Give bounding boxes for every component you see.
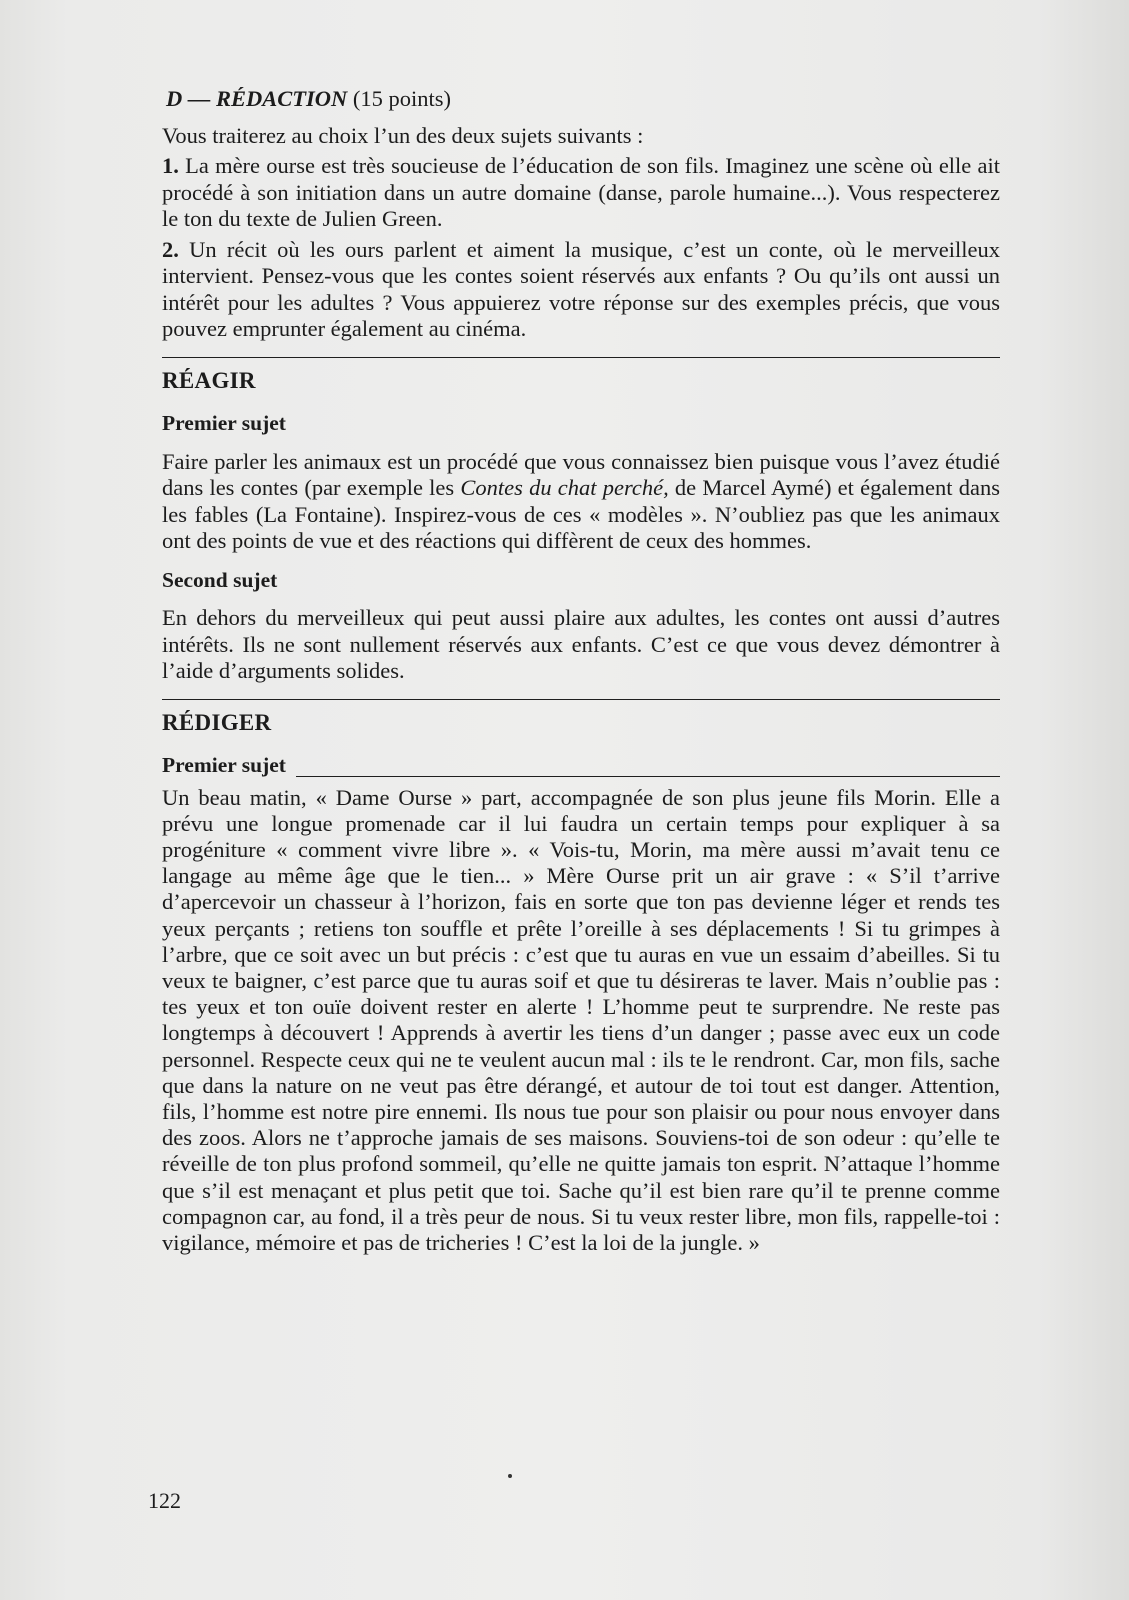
- section-letter: D: [166, 86, 183, 111]
- divider-rediger: [162, 699, 1000, 700]
- section-title-redaction: RÉDACTION: [216, 86, 348, 111]
- reagir-first-text-part-b: de Marcel Aymé) et également dans les fables (La Fontaine). Inspirez-vous de ces « modèles ». N’oubliez pas que les animaux ont des points de vue et des réactions qui diffèrent de ceux des hommes.: [162, 475, 1000, 553]
- section-heading: [166, 86, 1000, 113]
- subject-2: [162, 237, 1000, 343]
- reagir-first-subject-title: Premier sujet: [162, 411, 286, 435]
- reagir-title: RÉAGIR: [162, 367, 256, 393]
- page-content: [162, 86, 1000, 1256]
- reagir-first-text-book-title: Contes du chat perché,: [460, 475, 669, 500]
- rediger-first-subject-heading: [162, 752, 1000, 779]
- section-dash: —: [187, 86, 211, 111]
- print-speck: [508, 1474, 512, 1478]
- reagir-second-subject-text: En dehors du merveilleux qui peut aussi plaire aux adultes, les contes ont aussi d’autres intérêts. Ils ne sont nullement réservés aux enfants. C’est ce que vous devez démontrer à l’aide d’arguments solides.: [162, 605, 1000, 683]
- rediger-first-subject-title: Premier sujet: [162, 753, 286, 777]
- subject-1-number: 1.: [162, 153, 179, 178]
- page-number: 122: [148, 1488, 181, 1513]
- rediger-title: RÉDIGER: [162, 709, 272, 735]
- subject-1-text: La mère ourse est très soucieuse de l’éducation de son fils. Imaginez une scène où elle ait procédé à son initiation dans un autre domaine (danse, parole humaine...). Vous respecterez le ton du texte de Julien Green.: [162, 153, 1001, 231]
- rediger-story-text: Un beau matin, « Dame Ourse » part, accompagnée de son plus jeune fils Morin. Elle a prévu une longue promenade car il lui faudra un certain temps pour expliquer à sa progéniture « comment vivre libre ». « Vois-tu, Morin, ma mère aussi m’avait tenu ce langage au même âge que le tien... » Mère Ourse prit un air grave : « S’il t’arrive d’apercevoir un chasseur à l’horizon, fais en sorte que ton pas devienne léger et rends tes yeux perçants ; retiens ton souffle et prête l’oreille à ses déplacements ! Si tu grimpes à l’arbre, que ce soit avec un but précis : c’est que tu auras en vue un essaim d’abeilles. Si tu veux te baigner, c’est parce que tu auras soif et que tu désireras te laver. Mais n’oublie pas : tes yeux et ton ouïe doivent rester en alerte ! L’homme peut te surprendre. Ne reste pas longtemps à découvert ! Apprends à avertir les tiens d’un danger ; passe avec eux un code personnel. Respecte ceux qui ne te veulent aucun mal : ils te le rendront. Car, mon fils, sache que dans la nature on ne veut pas être dérangé, et autour de toi tout est danger. Attention, fils, l’homme est notre pire ennemi. Ils nous tue pour son plaisir ou pour nous envoyer dans des zoos. Alors ne t’approche jamais de ses maisons. Souviens-toi de son odeur : qu’elle te réveille de ton plus profond sommeil, qu’elle ne quitte jamais ton esprit. N’attaque l’homme que s’il est menaçant et plus petit que toi. Sache qu’il est bien rare qu’il te prenne comme compagnon car, au fond, il a très peur de nous. Si tu veux rester libre, mon fils, rappelle-toi : vigilance, mémoire et pas de tricheries ! C’est la loi de la jungle. »: [162, 784, 1000, 1255]
- section-points: (15 points): [352, 86, 452, 111]
- reagir-first-subject-text: [162, 449, 1000, 555]
- subject-2-text: Un récit où les ours parlent et aiment la musique, c’est un conte, où le merveilleux intervient. Pensez-vous que les contes soient réservés aux enfants ? Ou qu’ils ont aussi un intérêt pour les adultes ? Vous appuierez votre réponse sur des exemples précis, que vous pouvez emprunter également au cinéma.: [162, 236, 1000, 341]
- rediger-heading-rule: [296, 776, 1000, 777]
- instructions-intro: Vous traiterez au choix l’un des deux sujets suivants :: [162, 122, 644, 148]
- reagir-first-text-part-a: Faire parler les animaux est un procédé que vous connaissez bien puisque vous l’avez étudié dans les contes (par exemple les: [162, 448, 1000, 500]
- divider-reagir: [162, 357, 1000, 358]
- subject-1: [162, 153, 1000, 233]
- reagir-second-subject-title: Second sujet: [162, 567, 278, 592]
- subject-2-number: 2.: [162, 236, 179, 262]
